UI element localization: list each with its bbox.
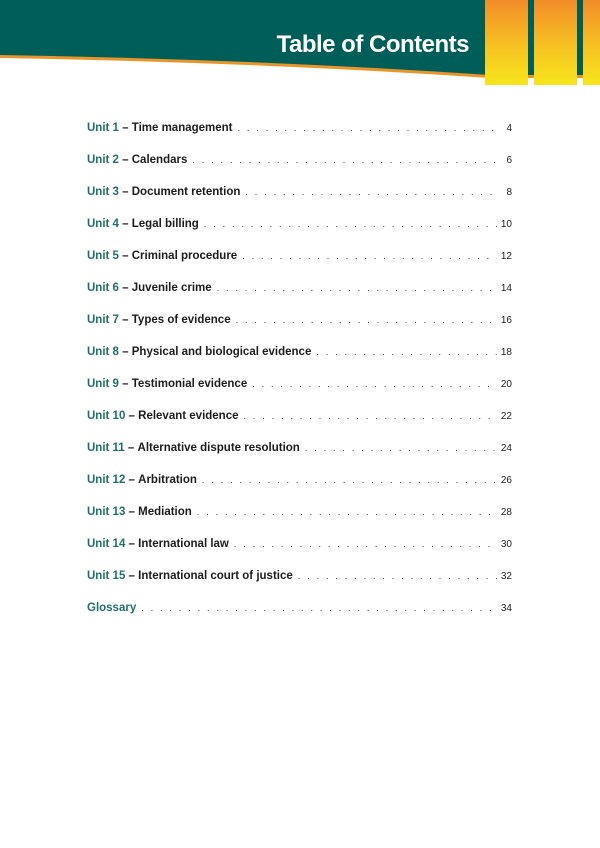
toc-entry-page-number: 12 bbox=[500, 251, 512, 262]
dot-leader bbox=[244, 411, 498, 421]
toc-entry[interactable] bbox=[87, 250, 512, 282]
toc-entry-page-number: 32 bbox=[500, 571, 512, 582]
toc-entry[interactable] bbox=[87, 602, 512, 634]
toc-entry-page-number: 8 bbox=[506, 187, 512, 198]
toc-entry-page-number: 14 bbox=[500, 283, 512, 294]
toc-entry-title: Arbitration bbox=[138, 474, 197, 486]
toc-entry-separator: – bbox=[125, 538, 139, 550]
dot-leader bbox=[141, 603, 497, 613]
toc-entry-page-number: 22 bbox=[500, 411, 512, 422]
dot-leader bbox=[245, 187, 497, 197]
toc-entry-separator: – bbox=[118, 250, 132, 262]
toc-entry-page-number: 6 bbox=[506, 155, 512, 166]
toc-entry[interactable] bbox=[87, 474, 512, 506]
toc-entry-unit: Unit 1 bbox=[87, 122, 119, 134]
dot-leader bbox=[234, 539, 497, 549]
toc-entry-page-number: 24 bbox=[500, 443, 512, 454]
dot-leader bbox=[192, 155, 497, 165]
page-title: Table of Contents bbox=[276, 31, 469, 58]
toc-entry-unit: Unit 9 bbox=[87, 378, 119, 390]
toc-entry-title: Juvenile crime bbox=[131, 282, 212, 294]
header-banner bbox=[0, 0, 600, 90]
toc-entry-page-number: 16 bbox=[500, 315, 512, 326]
toc-entry-title: International court of justice bbox=[138, 570, 293, 582]
dot-leader bbox=[202, 475, 497, 485]
toc-entry-title: Legal billing bbox=[131, 218, 199, 230]
toc-entry-unit: Unit 3 bbox=[87, 186, 119, 198]
toc-entry[interactable] bbox=[87, 346, 512, 378]
toc-entry-page-number: 34 bbox=[500, 603, 512, 614]
toc-entry-unit: Unit 4 bbox=[87, 218, 119, 230]
header-tab-2 bbox=[534, 0, 577, 85]
toc-entry-unit: Unit 8 bbox=[87, 346, 119, 358]
toc-entry-page-number: 20 bbox=[500, 379, 512, 390]
table-of-contents bbox=[87, 122, 512, 634]
toc-entry[interactable] bbox=[87, 410, 512, 442]
toc-entry[interactable] bbox=[87, 282, 512, 314]
toc-entry-unit: Unit 7 bbox=[87, 314, 119, 326]
toc-entry-title: International law bbox=[138, 538, 229, 550]
toc-entry-separator: – bbox=[118, 154, 132, 166]
toc-entry-unit: Unit 6 bbox=[87, 282, 119, 294]
toc-entry-title: Types of evidence bbox=[131, 314, 231, 326]
toc-entry-title: Mediation bbox=[138, 506, 192, 518]
toc-entry-unit: Unit 11 bbox=[87, 442, 125, 454]
toc-entry-page-number: 18 bbox=[500, 347, 512, 358]
dot-leader bbox=[236, 315, 497, 325]
toc-entry-title: Relevant evidence bbox=[138, 410, 239, 422]
toc-entry-title: Criminal procedure bbox=[131, 250, 238, 262]
dot-leader bbox=[252, 379, 497, 389]
dot-leader bbox=[197, 507, 497, 517]
toc-entry-separator: – bbox=[118, 218, 132, 230]
toc-entry-title: Calendars bbox=[131, 154, 188, 166]
toc-entry[interactable] bbox=[87, 378, 512, 410]
toc-entry[interactable] bbox=[87, 122, 512, 154]
toc-entry-separator: – bbox=[125, 474, 139, 486]
dot-leader bbox=[298, 571, 497, 581]
toc-entry-separator: – bbox=[118, 186, 132, 198]
dot-leader bbox=[305, 443, 497, 453]
toc-entry-page-number: 26 bbox=[500, 475, 512, 486]
dot-leader bbox=[204, 219, 497, 229]
toc-entry[interactable] bbox=[87, 154, 512, 186]
toc-entry-separator: – bbox=[118, 282, 132, 294]
toc-entry-page-number: 4 bbox=[506, 123, 512, 134]
toc-entry-separator: – bbox=[125, 410, 139, 422]
toc-entry-separator: – bbox=[125, 570, 139, 582]
toc-entry[interactable] bbox=[87, 314, 512, 346]
dot-leader bbox=[316, 347, 497, 357]
dot-leader bbox=[242, 251, 497, 261]
toc-entry-unit: Unit 5 bbox=[87, 250, 119, 262]
toc-entry-unit: Unit 14 bbox=[87, 538, 126, 550]
toc-entry-separator: – bbox=[118, 378, 132, 390]
header-tab-1 bbox=[485, 0, 528, 85]
toc-entry-page-number: 28 bbox=[500, 507, 512, 518]
toc-entry-separator: – bbox=[125, 506, 139, 518]
toc-entry[interactable] bbox=[87, 570, 512, 602]
toc-entry-unit: Unit 12 bbox=[87, 474, 126, 486]
toc-entry-unit: Unit 13 bbox=[87, 506, 126, 518]
toc-entry-separator: – bbox=[118, 122, 132, 134]
toc-entry[interactable] bbox=[87, 506, 512, 538]
toc-entry[interactable] bbox=[87, 186, 512, 218]
toc-entry[interactable] bbox=[87, 218, 512, 250]
toc-entry-unit: Unit 10 bbox=[87, 410, 126, 422]
toc-entry-page-number: 10 bbox=[500, 219, 512, 230]
header-tab-3 bbox=[583, 0, 600, 85]
toc-entry-separator: – bbox=[118, 314, 132, 326]
toc-entry-page-number: 30 bbox=[500, 539, 512, 550]
dot-leader bbox=[217, 283, 497, 293]
toc-entry-separator: – bbox=[118, 346, 132, 358]
toc-entry-title: Time management bbox=[131, 122, 233, 134]
toc-entry[interactable] bbox=[87, 538, 512, 570]
toc-entry-unit: Unit 15 bbox=[87, 570, 126, 582]
toc-entry[interactable] bbox=[87, 442, 512, 474]
toc-entry-separator: – bbox=[124, 442, 138, 454]
toc-entry-unit: Glossary bbox=[87, 602, 137, 614]
toc-entry-unit: Unit 2 bbox=[87, 154, 119, 166]
dot-leader bbox=[238, 123, 497, 133]
toc-entry-title: Testimonial evidence bbox=[131, 378, 248, 390]
toc-entry-title: Physical and biological evidence bbox=[131, 346, 312, 358]
toc-entry-title: Document retention bbox=[131, 186, 241, 198]
toc-entry-title: Alternative dispute resolution bbox=[137, 442, 300, 454]
